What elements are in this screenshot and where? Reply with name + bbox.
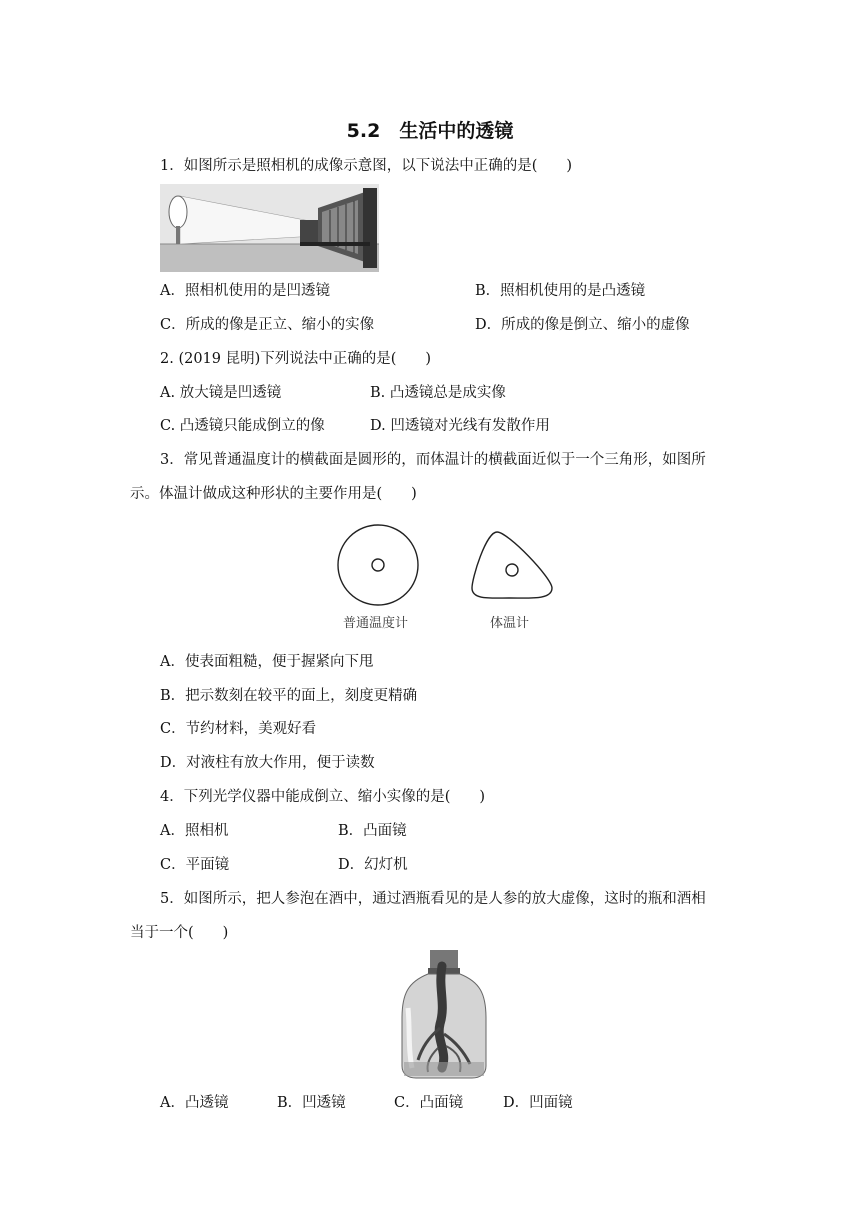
q1-option-a: A．照相机使用的是凹透镜	[160, 283, 330, 299]
q4-option-c: C．平面镜	[160, 857, 230, 873]
q1-option-d: D．所成的像是倒立、缩小的虚像	[475, 317, 690, 333]
q5-option-a: A．凸透镜	[160, 1095, 229, 1111]
thermometer-cross-sections-figure	[330, 520, 570, 612]
q2-option-c: C. 凸透镜只能成倒立的像	[160, 418, 325, 434]
q3-option-c: C．节约材料，美观好看	[160, 721, 317, 737]
q5-option-b: B．凹透镜	[277, 1095, 346, 1111]
q1-option-c: C．所成的像是正立、缩小的实像	[160, 317, 375, 333]
question-4-stem: 4．下列光学仪器中能成倒立、缩小实像的是( )	[160, 789, 486, 805]
question-5-stem-line-1: 5．如图所示，把人参泡在酒中，通过酒瓶看见的是人参的放大虚像，这时的瓶和酒相	[160, 891, 706, 907]
question-5-stem-line-2: 当于一个( )	[130, 925, 229, 941]
figure-label-ordinary-thermometer: 普通温度计	[343, 616, 409, 631]
question-2-stem: 2. (2019 昆明)下列说法中正确的是( )	[160, 351, 432, 367]
q3-option-a: A．使表面粗糙，便于握紧向下甩	[160, 654, 374, 670]
ginseng-wine-bottle-figure	[398, 948, 490, 1080]
question-3-stem-line-1: 3．常见普通温度计的横截面是圆形的，而体温计的横截面近似于一个三角形，如图所	[160, 452, 706, 468]
q2-option-a: A. 放大镜是凹透镜	[160, 385, 282, 401]
question-3-stem-line-2: 示。体温计做成这种形状的主要作用是( )	[130, 486, 417, 502]
q5-option-c: C．凸面镜	[394, 1095, 464, 1111]
q4-option-a: A．照相机	[160, 823, 229, 839]
q1-option-b: B．照相机使用的是凸透镜	[475, 283, 646, 299]
page-title: 5.2 生活中的透镜	[346, 120, 514, 142]
q5-option-d: D．凹面镜	[503, 1095, 573, 1111]
q3-option-b: B．把示数刻在较平的面上，刻度更精确	[160, 688, 418, 704]
q2-option-b: B. 凸透镜总是成实像	[370, 385, 506, 401]
q4-option-d: D．幻灯机	[338, 857, 408, 873]
camera-imaging-figure	[160, 184, 379, 272]
q3-option-d: D．对液柱有放大作用，便于读数	[160, 755, 375, 771]
figure-label-clinical-thermometer: 体温计	[490, 616, 530, 631]
q2-option-d: D. 凹透镜对光线有发散作用	[370, 418, 550, 434]
q4-option-b: B．凸面镜	[338, 823, 407, 839]
question-1-stem: 1．如图所示是照相机的成像示意图，以下说法中正确的是( )	[160, 158, 573, 174]
